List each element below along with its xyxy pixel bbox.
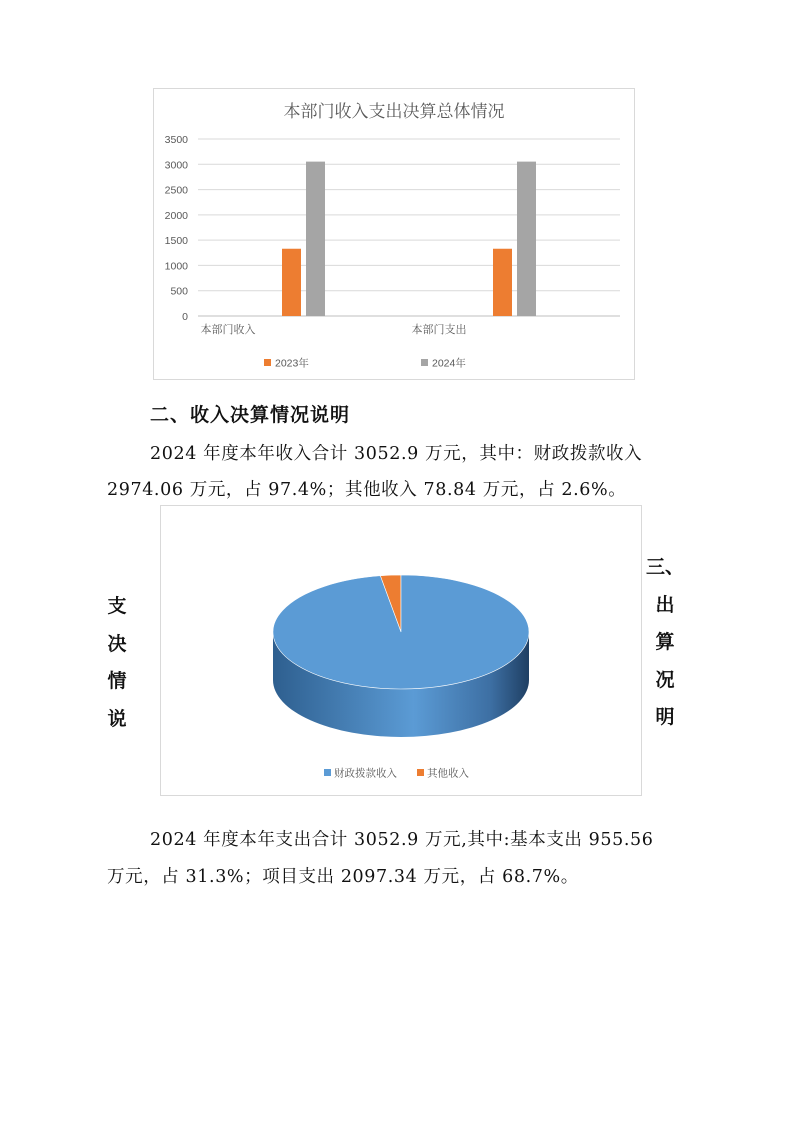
income-paragraph-line2: 2974.06 万元，占 97.4%；其他收入 78.84 万元，占 2.6%。 xyxy=(107,480,627,500)
y-tick-label: 2500 xyxy=(164,184,188,197)
bar-2024-0 xyxy=(306,162,325,316)
pie-legend-swatch xyxy=(324,769,331,776)
income-paragraph-line1: 2024 年度本年收入合计 3052.9 万元，其中：财政拨款收入 xyxy=(150,444,643,464)
side-right-char: 出 xyxy=(655,593,675,616)
pie-legend-label: 财政拨款收入 xyxy=(334,767,397,780)
legend-swatch xyxy=(421,359,428,366)
y-tick-label: 0 xyxy=(182,311,188,323)
y-tick-label: 2000 xyxy=(164,209,188,222)
bar-chart-title: 本部门收入支出决算总体情况 xyxy=(283,102,505,121)
pie-chart-svg xyxy=(161,506,641,795)
y-tick-label: 500 xyxy=(170,285,188,298)
y-tick-label: 3000 xyxy=(164,159,188,172)
x-category-label: 本部门收入 xyxy=(200,324,256,336)
bar-2023-1 xyxy=(493,249,512,316)
y-tick-label: 1500 xyxy=(164,235,188,248)
legend-swatch xyxy=(264,359,271,366)
side-left-char: 说 xyxy=(107,707,127,730)
x-category-label: 本部门支出 xyxy=(411,324,467,336)
y-tick-label: 3500 xyxy=(164,134,188,146)
income-pie-chart xyxy=(160,505,642,796)
side-right-char: 算 xyxy=(655,631,675,653)
side-text-left xyxy=(97,588,137,738)
side-left-char: 决 xyxy=(107,632,127,655)
side-left-char: 支 xyxy=(107,595,127,617)
expense-paragraph-line2: 万元，占 31.3%；项目支出 2097.34 万元，占 68.7%。 xyxy=(107,867,579,887)
bar-2024-1 xyxy=(517,162,536,316)
bar-2023-0 xyxy=(282,249,301,316)
legend-label: 2023年 xyxy=(275,357,309,370)
section-heading-income: 二、收入决算情况说明 xyxy=(150,404,351,426)
expense-paragraph-line1: 2024 年度本年支出合计 3052.9 万元,其中:基本支出 955.56 xyxy=(150,830,654,850)
income-expense-bar-chart xyxy=(153,88,635,380)
y-tick-label: 1000 xyxy=(164,260,188,273)
side-right-char: 三、 xyxy=(645,556,684,578)
pie-slice-fiscal-appropriation xyxy=(273,575,529,689)
legend-label: 2024年 xyxy=(432,357,466,370)
bar-chart-svg xyxy=(154,89,634,379)
pie-legend-swatch xyxy=(417,769,424,776)
side-left-char: 情 xyxy=(107,670,127,692)
side-text-right xyxy=(645,549,685,737)
side-right-char: 况 xyxy=(655,668,675,691)
side-right-char: 明 xyxy=(655,706,675,728)
pie-legend-label: 其他收入 xyxy=(427,767,469,780)
